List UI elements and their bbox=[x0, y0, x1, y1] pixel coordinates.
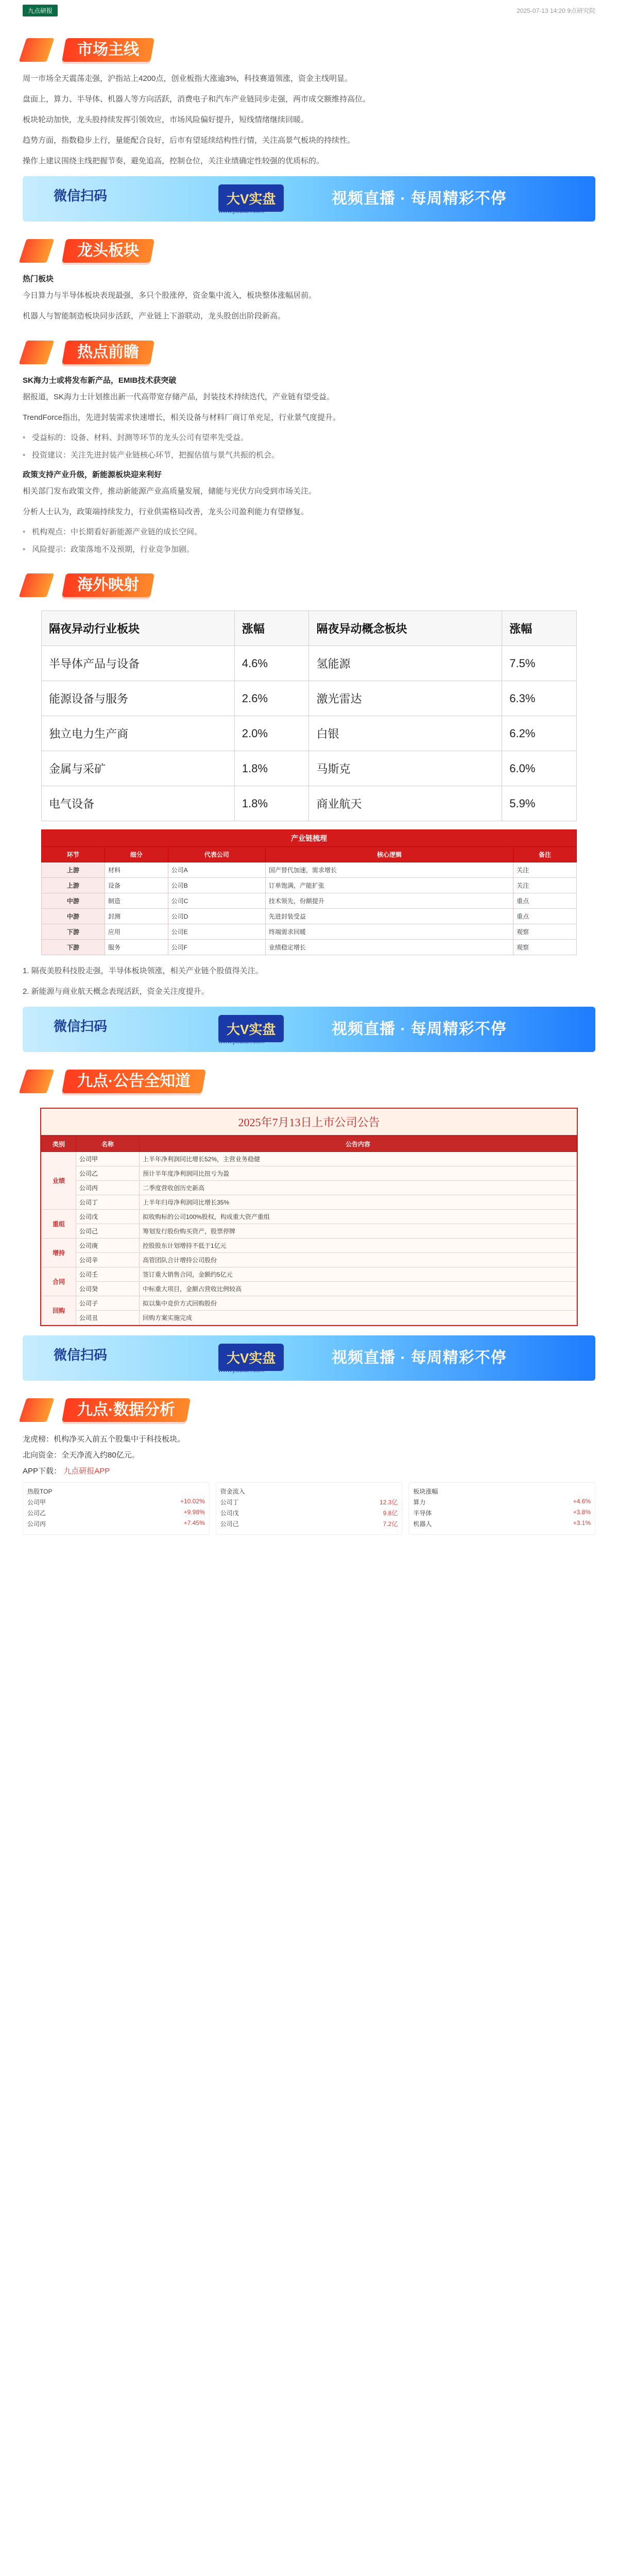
table-row bbox=[42, 1210, 577, 1224]
table-header: 环节 bbox=[42, 847, 105, 862]
banner-slogan: 视频直播 · 每周精彩不停 bbox=[332, 1349, 507, 1366]
table-title-row bbox=[42, 830, 577, 847]
chain-company: 公司C bbox=[168, 893, 265, 909]
rank-panel bbox=[23, 1482, 210, 1535]
announcement-content: 控股股东计划增持不低于1亿元 bbox=[140, 1239, 577, 1253]
section-market bbox=[23, 33, 595, 67]
company-name: 公司戊 bbox=[76, 1210, 140, 1224]
chain-note: 重点 bbox=[513, 909, 577, 924]
chain-note: 观察 bbox=[513, 924, 577, 940]
section-announce bbox=[23, 1064, 595, 1098]
paragraph: 2. 新能源与商业航天概念表现活跃，资金关注度提升。 bbox=[23, 987, 209, 996]
table-header-row bbox=[42, 847, 577, 862]
source-tag: 九点研报 bbox=[23, 5, 58, 16]
table-row bbox=[42, 1253, 577, 1267]
bullet-item: • 投资建议：关注先进封装产业链核心环节，把握估值与景气共振的机会。 bbox=[23, 449, 595, 462]
rank-value: 9.8亿 bbox=[383, 1510, 398, 1517]
chain-segment: 应用 bbox=[105, 924, 168, 940]
paragraph: 今日算力与半导体板块表现最强，多只个股涨停，资金集中流入，板块整体涨幅居前。 bbox=[23, 291, 317, 300]
table-row bbox=[42, 681, 577, 716]
table-row bbox=[42, 1239, 577, 1253]
concept-cell: 白银 bbox=[309, 716, 502, 751]
table-row bbox=[42, 751, 577, 786]
section-decor bbox=[19, 239, 55, 263]
ad-banner[interactable] bbox=[23, 176, 595, 222]
chain-company: 公司E bbox=[168, 924, 265, 940]
chain-note: 重点 bbox=[513, 893, 577, 909]
table-header: 名称 bbox=[76, 1137, 140, 1152]
chain-company: 公司D bbox=[168, 909, 265, 924]
rank-title: 板块涨幅 bbox=[413, 1488, 438, 1495]
rank-title: 热股TOP bbox=[27, 1488, 53, 1495]
announcement-content: 签订重大销售合同，金额约5亿元 bbox=[140, 1267, 577, 1282]
chain-company: 公司A bbox=[168, 862, 265, 878]
banner-logo: 微信扫码 bbox=[54, 1347, 108, 1363]
app-link[interactable]: 九点研报APP bbox=[63, 1467, 110, 1476]
company-name: 公司乙 bbox=[76, 1166, 140, 1181]
rank-row bbox=[220, 1519, 398, 1528]
table-row bbox=[42, 716, 577, 751]
chain-segment: 服务 bbox=[105, 940, 168, 955]
company-name: 公司壬 bbox=[76, 1267, 140, 1282]
section-decor bbox=[19, 1398, 55, 1422]
rank-name: 公司戊 bbox=[220, 1510, 239, 1517]
gain-cell: 6.3% bbox=[502, 681, 577, 716]
rank-row bbox=[413, 1509, 591, 1517]
banner-badge: 大V实盘 bbox=[218, 1015, 284, 1042]
section-data bbox=[23, 1393, 595, 1427]
announcement-content: 筹划发行股份购买资产，股票停牌 bbox=[140, 1224, 577, 1239]
concept-cell: 氢能源 bbox=[309, 646, 502, 681]
section-overseas bbox=[23, 568, 595, 602]
table-header: 隔夜异动行业板块 bbox=[42, 611, 235, 646]
chain-logic: 国产替代加速，需求增长 bbox=[265, 862, 513, 878]
gain-cell: 2.6% bbox=[234, 681, 309, 716]
gain-cell: 7.5% bbox=[502, 646, 577, 681]
chain-stage: 上游 bbox=[42, 862, 105, 878]
table-row bbox=[42, 1181, 577, 1195]
rank-title: 资金流入 bbox=[220, 1488, 245, 1495]
table-row bbox=[42, 1296, 577, 1311]
industry-cell: 金属与采矿 bbox=[42, 751, 235, 786]
announcement-title: 2025年7月13日上市公司公告 bbox=[41, 1109, 577, 1136]
table-row bbox=[42, 1166, 577, 1181]
rank-row bbox=[220, 1509, 398, 1517]
announcement-content: 上半年净利润同比增长52%，主营业务稳健 bbox=[140, 1152, 577, 1166]
section-decor bbox=[19, 1070, 55, 1093]
company-name: 公司子 bbox=[76, 1296, 140, 1311]
bullet-item: • 风险提示：政策落地不及预期，行业竞争加剧。 bbox=[23, 544, 595, 556]
rank-row bbox=[27, 1519, 205, 1528]
paragraph: 相关部门发布政策文件，推动新能源产业高质量发展，储能与光伏方向受到市场关注。 bbox=[23, 487, 317, 496]
chain-title: 产业链梳理 bbox=[42, 830, 577, 847]
company-name: 公司丑 bbox=[76, 1311, 140, 1325]
section-decor bbox=[19, 38, 55, 62]
table-row bbox=[42, 924, 577, 940]
rank-name: 机器人 bbox=[413, 1520, 432, 1528]
concept-cell: 商业航天 bbox=[309, 786, 502, 821]
chain-segment: 封测 bbox=[105, 909, 168, 924]
chain-note: 关注 bbox=[513, 878, 577, 893]
subtitle: SK海力士或将发布新产品，EMIB技术获突破 bbox=[23, 376, 177, 385]
gain-cell: 4.6% bbox=[234, 646, 309, 681]
banner-site: www.jiudian.com bbox=[218, 207, 265, 214]
announcement-content: 拟以集中竞价方式回购股份 bbox=[140, 1296, 577, 1311]
data-rank-panels bbox=[23, 1482, 595, 1535]
table-header: 细分 bbox=[105, 847, 168, 862]
rank-name: 公司乙 bbox=[27, 1510, 46, 1517]
concept-cell: 激光雷达 bbox=[309, 681, 502, 716]
rank-value: 7.2亿 bbox=[383, 1520, 398, 1528]
table-row bbox=[42, 1282, 577, 1296]
chain-logic: 订单饱满，产能扩张 bbox=[265, 878, 513, 893]
subtitle: 政策支持产业升级，新能源板块迎来利好 bbox=[23, 470, 162, 479]
chain-note: 关注 bbox=[513, 862, 577, 878]
chain-segment: 制造 bbox=[105, 893, 168, 909]
chain-note: 观察 bbox=[513, 940, 577, 955]
app-line: APP下载： 九点研报APP bbox=[23, 1467, 110, 1476]
group-label: 合同 bbox=[42, 1267, 76, 1296]
banner-badge: 大V实盘 bbox=[218, 1344, 284, 1371]
table-row bbox=[42, 646, 577, 681]
gain-cell: 6.2% bbox=[502, 716, 577, 751]
banner-slogan: 视频直播 · 每周精彩不停 bbox=[332, 1021, 507, 1038]
table-header-row bbox=[42, 1137, 577, 1152]
rank-row bbox=[220, 1498, 398, 1506]
top-bar bbox=[0, 0, 618, 21]
industry-cell: 独立电力生产商 bbox=[42, 716, 235, 751]
rank-value: +9.98% bbox=[183, 1509, 205, 1516]
rank-name: 公司丁 bbox=[220, 1499, 239, 1506]
paragraph: 板块轮动加快，龙头股持续发挥引领效应，市场风险偏好提升，短线情绪继续回暖。 bbox=[23, 115, 309, 124]
paragraph: 机器人与智能制造板块同步活跃，产业链上下游联动，龙头股创出阶段新高。 bbox=[23, 312, 286, 320]
table-row bbox=[42, 1195, 577, 1210]
industry-cell: 半导体产品与设备 bbox=[42, 646, 235, 681]
company-name: 公司庚 bbox=[76, 1239, 140, 1253]
paragraph: 据报道，SK海力士计划推出新一代高带宽存储产品，封装技术持续迭代，产业链有望受益。 bbox=[23, 393, 335, 401]
table-header: 公告内容 bbox=[140, 1137, 577, 1152]
rank-row bbox=[413, 1519, 591, 1528]
gain-cell: 1.8% bbox=[234, 751, 309, 786]
table-row bbox=[42, 786, 577, 821]
gain-cell: 6.0% bbox=[502, 751, 577, 786]
table-row bbox=[42, 862, 577, 878]
rank-name: 公司己 bbox=[220, 1520, 239, 1528]
article-body bbox=[23, 33, 595, 1535]
paragraph: 操作上建议围绕主线把握节奏，避免追高，控制仓位，关注业绩确定性较强的优质标的。 bbox=[23, 157, 324, 165]
table-header: 代表公司 bbox=[168, 847, 265, 862]
rank-value: +7.45% bbox=[183, 1519, 205, 1527]
banner-site: www.jiudian.com bbox=[218, 1366, 265, 1374]
group-label: 回购 bbox=[42, 1296, 76, 1325]
announcement-frame bbox=[40, 1108, 578, 1326]
concept-cell: 马斯克 bbox=[309, 751, 502, 786]
chain-logic: 技术领先，份额提升 bbox=[265, 893, 513, 909]
table-row bbox=[42, 940, 577, 955]
data-line: 北向资金：全天净流入约80亿元。 bbox=[23, 1451, 140, 1460]
table-header: 类别 bbox=[42, 1137, 76, 1152]
rank-value: +3.1% bbox=[573, 1519, 591, 1527]
table-row bbox=[42, 1311, 577, 1325]
table-row bbox=[42, 893, 577, 909]
table-header: 涨幅 bbox=[502, 611, 577, 646]
group-label: 重组 bbox=[42, 1210, 76, 1239]
announcement-content: 高管团队合计增持公司股份 bbox=[140, 1253, 577, 1267]
industry-cell: 电气设备 bbox=[42, 786, 235, 821]
chain-segment: 材料 bbox=[105, 862, 168, 878]
section-decor bbox=[19, 341, 55, 364]
subtitle: 热门板块 bbox=[23, 275, 54, 283]
rank-name: 算力 bbox=[413, 1499, 426, 1506]
announcement-content: 二季度营收创历史新高 bbox=[140, 1181, 577, 1195]
section-dragon bbox=[23, 234, 595, 268]
gain-cell: 1.8% bbox=[234, 786, 309, 821]
bullet-list bbox=[23, 432, 595, 462]
rank-value: +3.8% bbox=[573, 1509, 591, 1516]
overseas-table bbox=[41, 611, 577, 821]
rank-panel bbox=[408, 1482, 595, 1535]
banner-slogan: 视频直播 · 每周精彩不停 bbox=[332, 190, 507, 207]
section-hot bbox=[23, 335, 595, 369]
rank-row bbox=[413, 1498, 591, 1506]
bullet-list bbox=[23, 526, 595, 556]
banner-logo: 微信扫码 bbox=[54, 188, 108, 204]
announcement-content: 预计半年度净利润同比扭亏为盈 bbox=[140, 1166, 577, 1181]
chain-stage: 下游 bbox=[42, 924, 105, 940]
section-title: 市场主线 bbox=[62, 38, 154, 62]
chain-stage: 上游 bbox=[42, 878, 105, 893]
announcement-content: 上半年归母净利润同比增长35% bbox=[140, 1195, 577, 1210]
table-header-row bbox=[42, 611, 577, 646]
bullet-item: • 受益标的：设备、材料、封测等环节的龙头公司有望率先受益。 bbox=[23, 432, 595, 444]
banner-logo: 微信扫码 bbox=[54, 1019, 108, 1034]
section-title: 龙头板块 bbox=[62, 239, 154, 263]
table-row bbox=[42, 1152, 577, 1166]
announcement-content: 回购方案实施完成 bbox=[140, 1311, 577, 1325]
banner-badge: 大V实盘 bbox=[218, 184, 284, 212]
rank-value: +4.6% bbox=[573, 1498, 591, 1505]
section-title: 海外映射 bbox=[62, 573, 154, 597]
company-name: 公司己 bbox=[76, 1224, 140, 1239]
data-line: 龙虎榜：机构净买入前五个股集中于科技板块。 bbox=[23, 1435, 185, 1444]
announcement-content: 中标重大项目，金额占营收比例较高 bbox=[140, 1282, 577, 1296]
table-header: 核心逻辑 bbox=[265, 847, 513, 862]
paragraph: 1. 隔夜美股科技股走强，半导体板块领涨，相关产业链个股值得关注。 bbox=[23, 967, 263, 975]
table-header: 涨幅 bbox=[234, 611, 309, 646]
gain-cell: 5.9% bbox=[502, 786, 577, 821]
section-title: 九点·数据分析 bbox=[62, 1398, 191, 1422]
paragraph: 趋势方面，指数稳步上行，量能配合良好，后市有望延续结构性行情，关注高景气板块的持续性。 bbox=[23, 136, 355, 145]
chain-logic: 终端需求回暖 bbox=[265, 924, 513, 940]
rank-row bbox=[27, 1509, 205, 1517]
table-row bbox=[42, 1267, 577, 1282]
app-label: APP下载 bbox=[23, 1467, 54, 1476]
paragraph: 分析人士认为，政策端持续发力，行业供需格局改善，龙头公司盈利能力有望修复。 bbox=[23, 507, 309, 516]
paragraph: TrendForce指出，先进封装需求快速增长，相关设备与材料厂商订单充足，行业景气度提升。 bbox=[23, 413, 340, 422]
chain-stage: 中游 bbox=[42, 893, 105, 909]
chain-stage: 中游 bbox=[42, 909, 105, 924]
section-title: 热点前瞻 bbox=[62, 341, 154, 364]
company-name: 公司甲 bbox=[76, 1152, 140, 1166]
industry-cell: 能源设备与服务 bbox=[42, 681, 235, 716]
rank-value: +10.02% bbox=[180, 1498, 205, 1505]
announcement-content: 拟收购标的公司100%股权，构成重大资产重组 bbox=[140, 1210, 577, 1224]
ad-banner[interactable] bbox=[23, 1335, 595, 1381]
chain-company: 公司B bbox=[168, 878, 265, 893]
chain-stage: 下游 bbox=[42, 940, 105, 955]
rank-name: 公司甲 bbox=[27, 1499, 46, 1506]
rank-name: 公司丙 bbox=[27, 1520, 46, 1528]
company-name: 公司丙 bbox=[76, 1181, 140, 1195]
rank-name: 半导体 bbox=[413, 1510, 432, 1517]
table-row bbox=[42, 1224, 577, 1239]
group-label: 增持 bbox=[42, 1239, 76, 1267]
paragraph: 周一市场全天震荡走强，沪指站上4200点，创业板指大涨逾3%，科技赛道领涨，资金主线明显。 bbox=[23, 74, 353, 83]
company-name: 公司癸 bbox=[76, 1282, 140, 1296]
section-title: 九点·公告全知道 bbox=[62, 1070, 206, 1093]
company-name: 公司丁 bbox=[76, 1195, 140, 1210]
rank-value: 12.3亿 bbox=[379, 1499, 398, 1506]
chain-logic: 业绩稳定增长 bbox=[265, 940, 513, 955]
section-decor bbox=[19, 573, 55, 597]
rank-panel bbox=[216, 1482, 403, 1535]
chain-company: 公司F bbox=[168, 940, 265, 955]
data-section bbox=[23, 1433, 595, 1535]
publish-date: 2025-07-13 14:20 9点研究院 bbox=[517, 7, 595, 14]
bullet-item: • 机构观点：中长期看好新能源产业链的成长空间。 bbox=[23, 526, 595, 538]
gain-cell: 2.0% bbox=[234, 716, 309, 751]
chain-segment: 设备 bbox=[105, 878, 168, 893]
table-row bbox=[42, 878, 577, 893]
paragraph: 盘面上，算力、半导体、机器人等方向活跃，消费电子和汽车产业链同步走强，两市成交额维持高位。 bbox=[23, 95, 371, 104]
company-name: 公司辛 bbox=[76, 1253, 140, 1267]
chain-table bbox=[41, 829, 577, 955]
table-header: 隔夜异动概念板块 bbox=[309, 611, 502, 646]
table-row bbox=[42, 909, 577, 924]
group-label: 业绩 bbox=[42, 1152, 76, 1210]
announcement-table bbox=[41, 1136, 577, 1325]
rank-row bbox=[27, 1498, 205, 1506]
ad-banner[interactable] bbox=[23, 1007, 595, 1052]
banner-site: www.jiudian.com bbox=[218, 1038, 265, 1045]
table-header: 备注 bbox=[513, 847, 577, 862]
chain-logic: 先进封装受益 bbox=[265, 909, 513, 924]
